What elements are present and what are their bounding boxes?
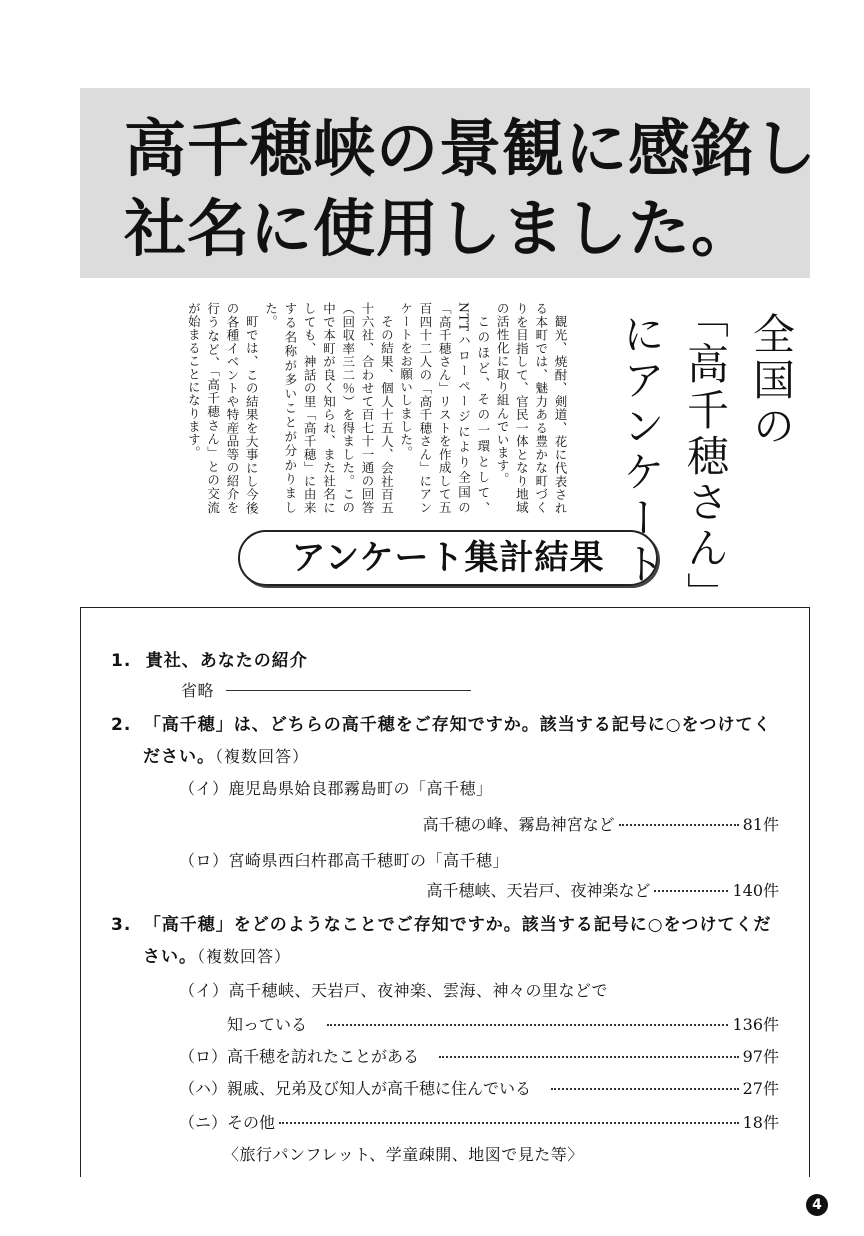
option-count: 18件 (742, 1113, 779, 1132)
question-number: 1. (111, 651, 132, 671)
question-1 (111, 646, 308, 671)
option-count: 27件 (742, 1079, 779, 1098)
option-label: 宮崎県西臼杵郡高千穂町の「高千穂」 (228, 851, 510, 870)
heading-col-3: にアンケート (617, 312, 666, 588)
intro-paragraph: 観光、焼酎、剣道、花に代表される本町では、魅力ある豊かな町づくりを目指して、官民一体となり地域の活性化に取り組んでいます。 (495, 302, 568, 514)
option-label-cont: 知っている (227, 1015, 308, 1034)
option-count: 97件 (742, 1047, 779, 1066)
option-detail: 高千穂の峰、霧島神宮など (422, 815, 615, 834)
q3-option-ha (179, 1076, 779, 1099)
option-label: 親戚、兄弟及び知人が高千穂に住んでいる (227, 1079, 532, 1098)
intro-paragraph: その結果、個人十五人、会社百五十六社、合わせて百七十一通の回答（回収率三二％）を得ました。この中で本町が良く知られ、また社名にしても、神話の里「高千穂」に由来する名称が多いことが分かりました。 (263, 302, 395, 514)
option-marker: （ハ） (179, 1079, 228, 1098)
results-heading-text: アンケート集計結果 (291, 538, 605, 578)
option-marker: （イ） (179, 981, 229, 1000)
heading-col-2: 「高千穂さん」 (681, 296, 730, 618)
question-text: 貴社、あなたの紹介 (145, 651, 308, 671)
option-marker: （ニ） (179, 1113, 228, 1132)
question-note: （複数回答） (197, 947, 292, 966)
intro-body (88, 302, 570, 514)
heading-col-1: 全国の (747, 312, 796, 450)
q3-option-ro (179, 1044, 779, 1067)
q3-option-i-cont (227, 1012, 779, 1035)
option-label: その他 (227, 1113, 276, 1132)
q3-option-ni (179, 1110, 779, 1133)
option-label: 鹿児島県姶良郡霧島町の「高千穂」 (228, 779, 493, 798)
option-count: 140件 (732, 881, 779, 900)
title-line-1: 高千穂峡の景観に感銘し (124, 112, 818, 185)
q1-answer (181, 678, 471, 701)
intro-paragraph: 町では、この結果を大事にし今後の各種イベントや特産品等の紹介を行うなど、「高千穂さん」との交流が始まることになります。 (186, 302, 260, 514)
question-number: 3. (111, 915, 132, 935)
title-banner (80, 88, 818, 278)
option-marker: （ロ） (179, 1047, 228, 1066)
option-marker: （イ） (179, 779, 229, 798)
q3-option-i (179, 978, 608, 1001)
option-label: 高千穂を訪れたことがある (227, 1047, 420, 1066)
question-text-cont: さい。 (143, 947, 197, 967)
option-marker: （ロ） (179, 851, 229, 870)
option-count: 81件 (742, 815, 779, 834)
q2-option-i (179, 776, 493, 799)
question-number: 2. (111, 715, 132, 735)
leader-dots (551, 1088, 739, 1090)
question-text: 「高千穂」をどのようなことでご存知ですか。該当する記号に○をつけてくだ (143, 915, 772, 935)
question-text-cont: ださい。 (143, 747, 215, 767)
answer-rule (226, 690, 471, 691)
option-count: 136件 (732, 1015, 779, 1034)
results-heading (238, 530, 658, 586)
option-label: 高千穂峡、天岩戸、夜神楽、雲海、神々の里などで (228, 981, 609, 1000)
question-note: （複数回答） (215, 747, 310, 766)
q2-option-i-detail (423, 812, 779, 835)
leader-dots (327, 1024, 728, 1026)
leader-dots (619, 824, 739, 826)
question-3 (111, 910, 772, 935)
q2-option-ro-detail (426, 878, 779, 901)
q1-answer-text: 省略 (181, 681, 215, 700)
leader-dots (279, 1122, 739, 1124)
question-3-cont (143, 942, 291, 967)
leader-dots (654, 890, 728, 892)
option-detail: 高千穂峡、天岩戸、夜神楽など (426, 881, 651, 900)
question-2-cont (143, 742, 309, 767)
question-2 (111, 710, 772, 735)
title-line-2: 社名に使用しました。 (124, 192, 755, 265)
q2-option-ro (179, 848, 509, 871)
page-number: 4 (806, 1194, 828, 1216)
q3-other-note: 〈旅行パンフレット、学童疎開、地図で見た等〉 (223, 1145, 584, 1164)
intro-paragraph: このほど、その一環として、NTTハローページにより全国の「高千穂さん」リストを作成して五百四十二人の「高千穂さん」にアンケートをお願いしました。 (398, 302, 491, 514)
leader-dots (439, 1056, 739, 1058)
survey-box (80, 607, 810, 1177)
question-text: 「高千穂」は、どちらの高千穂をご存知ですか。該当する記号に○をつけてく (143, 715, 772, 735)
